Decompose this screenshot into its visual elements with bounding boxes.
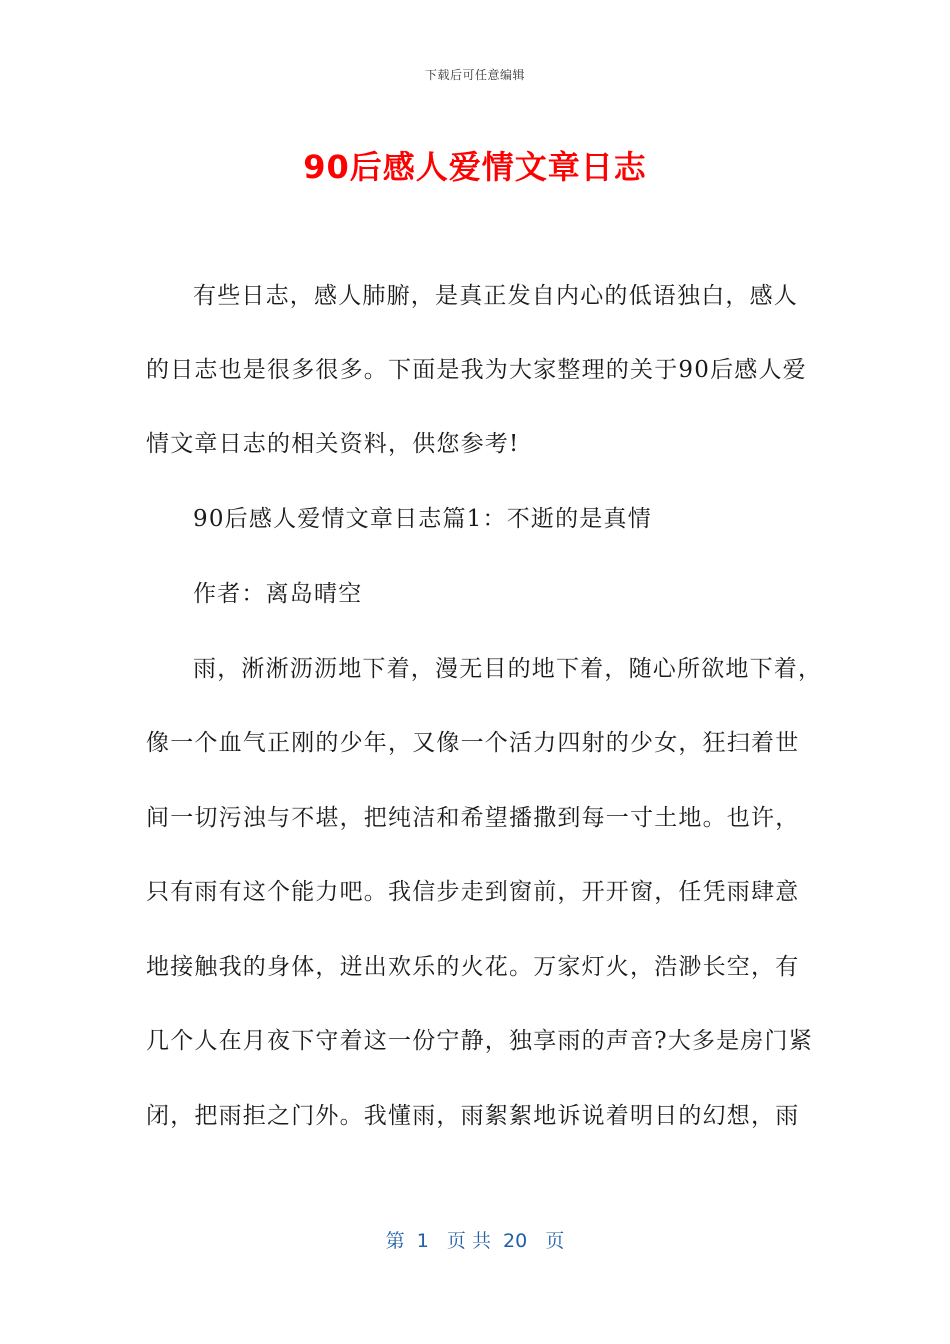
paragraph-line: 间一切污浊与不堪，把纯洁和希望播撒到每一寸土地。也许， (146, 805, 800, 831)
paragraph-line: 雨，淅淅沥沥地下着，漫无目的地下着，随心所欲地下着， (193, 656, 823, 682)
author-line: 作者：离岛晴空 (193, 581, 363, 607)
paragraph-line: 情文章日志的相关资料，供您参考! (146, 431, 520, 457)
paragraph-line: 像一个血气正刚的少年，又像一个活力四射的少女，狂扫着世 (146, 730, 800, 756)
paragraph-line: 有些日志，感人肺腑，是真正发自内心的低语独白，感人 (193, 283, 798, 309)
paragraph-line: 只有雨有这个能力吧。我信步走到窗前，开开窗，任凭雨肆意 (146, 879, 800, 905)
page-number: 第 1 页 共 20 页 (385, 1230, 565, 1252)
paragraph-line: 闭，把雨拒之门外。我懂雨，雨絮絮地诉说着明日的幻想，雨 (146, 1103, 800, 1129)
paragraph-line: 几个人在月夜下守着这一份宁静，独享雨的声音?大多是房门紧 (146, 1028, 813, 1054)
paragraph-line: 地接触我的身体，迸出欢乐的火花。万家灯火，浩渺长空，有 (146, 954, 800, 980)
section-heading: 90后感人爱情文章日志篇1：不逝的是真情 (193, 506, 652, 532)
paragraph-line: 的日志也是很多很多。下面是我为大家整理的关于90后感人爱 (146, 357, 807, 383)
document-title: 90后感人爱情文章日志 (303, 148, 647, 186)
header-note: 下载后可任意编辑 (424, 68, 525, 82)
